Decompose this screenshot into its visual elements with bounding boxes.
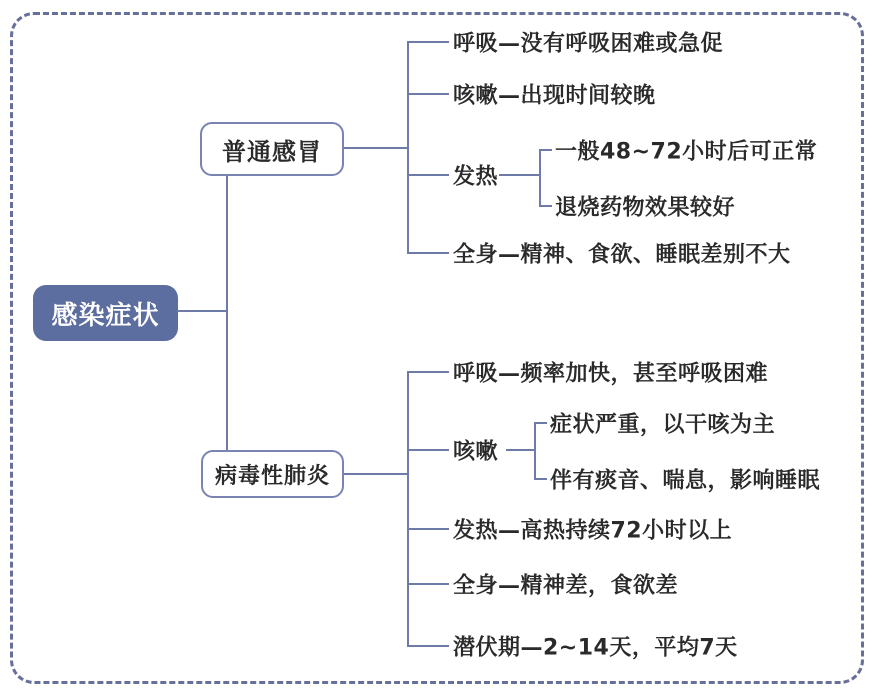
connector-fever-horizontal bbox=[499, 174, 541, 176]
symptom-pneumonia-cough-detail-2: 伴有痰音、喘息，影响睡眠 bbox=[550, 468, 821, 494]
connector-stub bbox=[407, 371, 449, 373]
symptom-pneumonia-cough-detail-1: 症状严重，以干咳为主 bbox=[550, 412, 776, 438]
symptom-pneumonia-breathing: 呼吸—频率加快，甚至呼吸困难 bbox=[453, 361, 769, 387]
connector-cough-horizontal bbox=[506, 449, 536, 451]
connector-stub bbox=[539, 205, 552, 207]
symptom-pneumonia-cough-label: 咳嗽 bbox=[453, 439, 499, 465]
connector-pneumonia-horizontal bbox=[344, 473, 408, 475]
connector-pneumonia-trunk bbox=[407, 371, 409, 647]
connector-stub bbox=[407, 174, 449, 176]
symptom-cold-fever-detail-1: 一般48~72小时后可正常 bbox=[555, 139, 818, 165]
connector-stub bbox=[534, 478, 547, 480]
symptom-pneumonia-incubation: 潜伏期—2~14天，平均7天 bbox=[453, 635, 738, 661]
connector-stub bbox=[407, 645, 449, 647]
connector-root-horizontal bbox=[177, 310, 228, 312]
connector-cough-bracket bbox=[534, 422, 536, 480]
connector-stub bbox=[534, 422, 547, 424]
connector-fever-bracket bbox=[539, 149, 541, 207]
branch-node-common-cold: 普通感冒 bbox=[200, 122, 344, 176]
connector-cold-horizontal bbox=[344, 147, 408, 149]
symptom-cold-fever-label: 发热 bbox=[453, 164, 499, 190]
symptom-cold-cough: 咳嗽—出现时间较晚 bbox=[453, 83, 656, 109]
connector-cold-trunk bbox=[407, 41, 409, 254]
connector-stub bbox=[407, 449, 449, 451]
symptom-cold-breathing: 呼吸—没有呼吸困难或急促 bbox=[453, 31, 724, 57]
branch-node-viral-pneumonia: 病毒性肺炎 bbox=[201, 450, 344, 498]
connector-stub bbox=[407, 583, 449, 585]
connector-stub bbox=[539, 149, 552, 151]
symptom-cold-systemic: 全身—精神、食欲、睡眠差别不大 bbox=[453, 242, 791, 268]
connector-branch-trunk bbox=[226, 176, 228, 450]
symptom-cold-fever-detail-2: 退烧药物效果较好 bbox=[555, 195, 736, 221]
connector-stub bbox=[407, 41, 449, 43]
connector-stub bbox=[407, 252, 449, 254]
symptom-pneumonia-fever: 发热—高热持续72小时以上 bbox=[453, 518, 733, 544]
connector-stub bbox=[407, 528, 449, 530]
symptom-pneumonia-systemic: 全身—精神差，食欲差 bbox=[453, 573, 679, 599]
root-node-infection-symptoms: 感染症状 bbox=[33, 285, 178, 341]
connector-stub bbox=[407, 93, 449, 95]
